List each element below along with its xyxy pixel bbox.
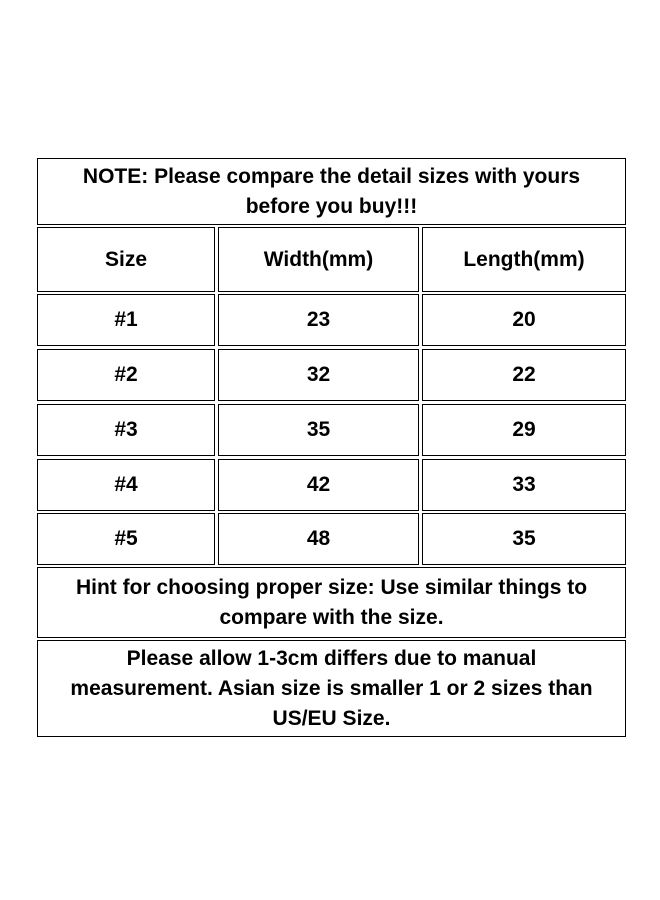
width-value: 32 (306, 363, 331, 386)
length-value: 33 (512, 473, 536, 496)
table-row-2-length (422, 349, 626, 401)
hint-line-2: compare with the size. (219, 605, 444, 629)
length-value: 22 (512, 363, 536, 386)
table-row-1-width (218, 294, 419, 346)
table-row-5-size (37, 513, 215, 565)
table-row-4-width (218, 459, 419, 511)
table-row-1-size (37, 294, 215, 346)
allowance-text (70, 644, 592, 734)
width-value: 48 (306, 527, 331, 550)
hint-text (76, 573, 587, 633)
table-row-1-length (422, 294, 626, 346)
hint-line-1: Hint for choosing proper size: Use similar things to (75, 575, 588, 599)
note-line-1: NOTE: Please compare the detail sizes with yours (82, 164, 581, 188)
size-value: #4 (114, 473, 138, 496)
width-value: 23 (306, 308, 331, 331)
table-row-2-size (37, 349, 215, 401)
table-row-4-length (422, 459, 626, 511)
header-size-label: Size (104, 247, 148, 271)
header-size (37, 227, 215, 292)
size-value: #3 (114, 418, 138, 441)
header-width-label: Width(mm) (263, 247, 374, 271)
allowance-line-2: measurement. Asian size is smaller 1 or 2 sizes than (70, 676, 593, 700)
allowance-line-3: US/EU Size. (272, 706, 391, 730)
note-text (83, 162, 580, 222)
note-line-2: before you buy!!! (245, 194, 418, 218)
allowance-box (37, 640, 626, 737)
table-row-3-width (218, 404, 419, 456)
header-length (422, 227, 626, 292)
table-row-5-width (218, 513, 419, 565)
width-value: 42 (306, 473, 331, 496)
note-box (37, 158, 626, 225)
size-value: #5 (114, 527, 138, 550)
width-value: 35 (306, 418, 331, 441)
size-value: #2 (114, 363, 138, 386)
table-row-5-length (422, 513, 626, 565)
header-width (218, 227, 419, 292)
allowance-line-1: Please allow 1-3cm differs due to manual (126, 646, 537, 670)
header-length-label: Length(mm) (463, 247, 585, 271)
size-value: #1 (114, 308, 138, 331)
length-value: 35 (512, 527, 536, 550)
table-row-2-width (218, 349, 419, 401)
length-value: 29 (512, 418, 536, 441)
table-row-3-size (37, 404, 215, 456)
length-value: 20 (512, 308, 536, 331)
table-row-4-size (37, 459, 215, 511)
table-row-3-length (422, 404, 626, 456)
hint-box (37, 567, 626, 638)
